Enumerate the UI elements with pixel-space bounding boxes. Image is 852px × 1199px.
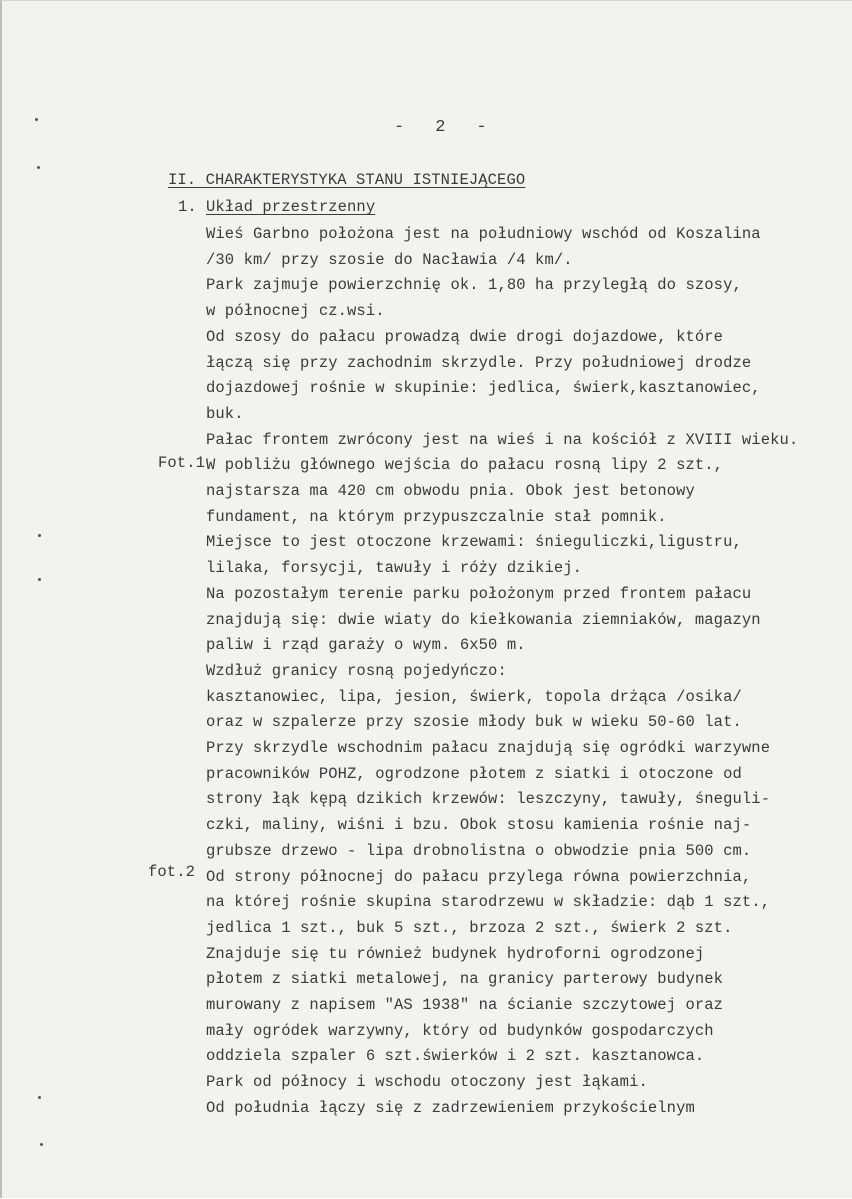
text-line: Wzdłuż granicy rosną pojedyńczo: [206,662,507,680]
text-line: lilaka, forsycji, tawuły i róży dzikiej. [206,559,583,577]
text-line: paliw i rząd garaży o wym. 6x50 m. [206,636,526,654]
text-line: grubsze drzewo - lipa drobnolistna o obwodzie pnia 500 cm. [206,842,752,860]
text-line: Znajduje się tu również budynek hydroforni ogrodzonej [206,945,705,963]
text-line: dojazdowej rośnie w skupinie: jedlica, świerk,kasztanowiec, [206,379,761,397]
margin-note-fot2: fot.2 [148,863,196,881]
subsection-number: 1. [178,198,197,216]
text-line: na której rośnie skupina starodrzewu w składzie: dąb 1 szt., [206,893,771,911]
text-line: Od południa łączy się z zadrzewieniem przykościelnym [206,1099,695,1117]
text-line: fundament, na którym przypuszczalnie stał pomnik. [206,508,667,526]
text-line: murowany z napisem "AS 1938" na ścianie szczytowej oraz [206,996,724,1014]
text-line: mały ogródek warzywny, który od budynków gospodarczych [206,1022,714,1040]
text-line: Park od północy i wschodu otoczony jest łąkami. [206,1073,648,1091]
text-line: kasztanowiec, lipa, jesion, świerk, topola drżąca /osika/ [206,688,742,706]
text-line: Przy skrzydle wschodnim pałacu znajdują się ogródki warzywne [206,739,771,757]
text-line: /30 km/ przy szosie do Nacławia /4 km/. [206,251,573,269]
text-line: oddziela szpaler 6 szt.świerków i 2 szt. kasztanowca. [206,1047,705,1065]
text-line: najstarsza ma 420 cm obwodu pnia. Obok jest betonowy [206,482,695,500]
text-line: jedlica 1 szt., buk 5 szt., brzoza 2 szt., świerk 2 szt. [206,919,733,937]
text-line: pracowników POHZ, ogrodzone płotem z siatki i otoczone od [206,765,742,783]
page-number: - 2 - [394,118,487,137]
text-line: Park zajmuje powierzchnię ok. 1,80 ha przyległą do szosy, [206,276,742,294]
text-line: znajdują się: dwie wiaty do kiełkowania ziemniaków, magazyn [206,611,761,629]
subsection-title: Układ przestrzenny [206,198,376,216]
text-line: płotem z siatki metalowej, na granicy parterowy budynek [206,970,724,988]
text-line: buk. [206,405,244,423]
text-line: Miejsce to jest otoczone krzewami: śnieguliczki,ligustru, [206,533,742,551]
margin-note-fot1: Fot.1 [158,454,206,472]
body-text [2,1,852,1199]
text-line: strony łąk kępą dzikich krzewów: leszczyny, tawuły, śneguli- [206,790,771,808]
text-line: w północnej cz.wsi. [206,302,385,320]
text-line: Od szosy do pałacu prowadzą dwie drogi dojazdowe, które [206,328,724,346]
text-line: Wieś Garbno położona jest na południowy wschód od Koszalina [206,225,761,243]
text-line: Od strony północnej do pałacu przylega równa powierzchnia, [206,868,752,886]
text-line: Pałac frontem zwrócony jest na wieś i na kościół z XVIII wieku. [206,431,799,449]
section-heading: II. CHARAKTERYSTYKA STANU ISTNIEJĄCEGO [168,171,526,189]
text-line: oraz w szpalerze przy szosie młody buk w wieku 50-60 lat. [206,713,742,731]
text-line: Na pozostałym terenie parku położonym przed frontem pałacu [206,585,752,603]
text-line: W pobliżu głównego wejścia do pałacu rosną lipy 2 szt., [206,456,724,474]
text-line: łączą się przy zachodnim skrzydle. Przy południowej drodze [206,354,752,372]
text-line: czki, maliny, wiśni i bzu. Obok stosu kamienia rośnie naj- [206,816,752,834]
